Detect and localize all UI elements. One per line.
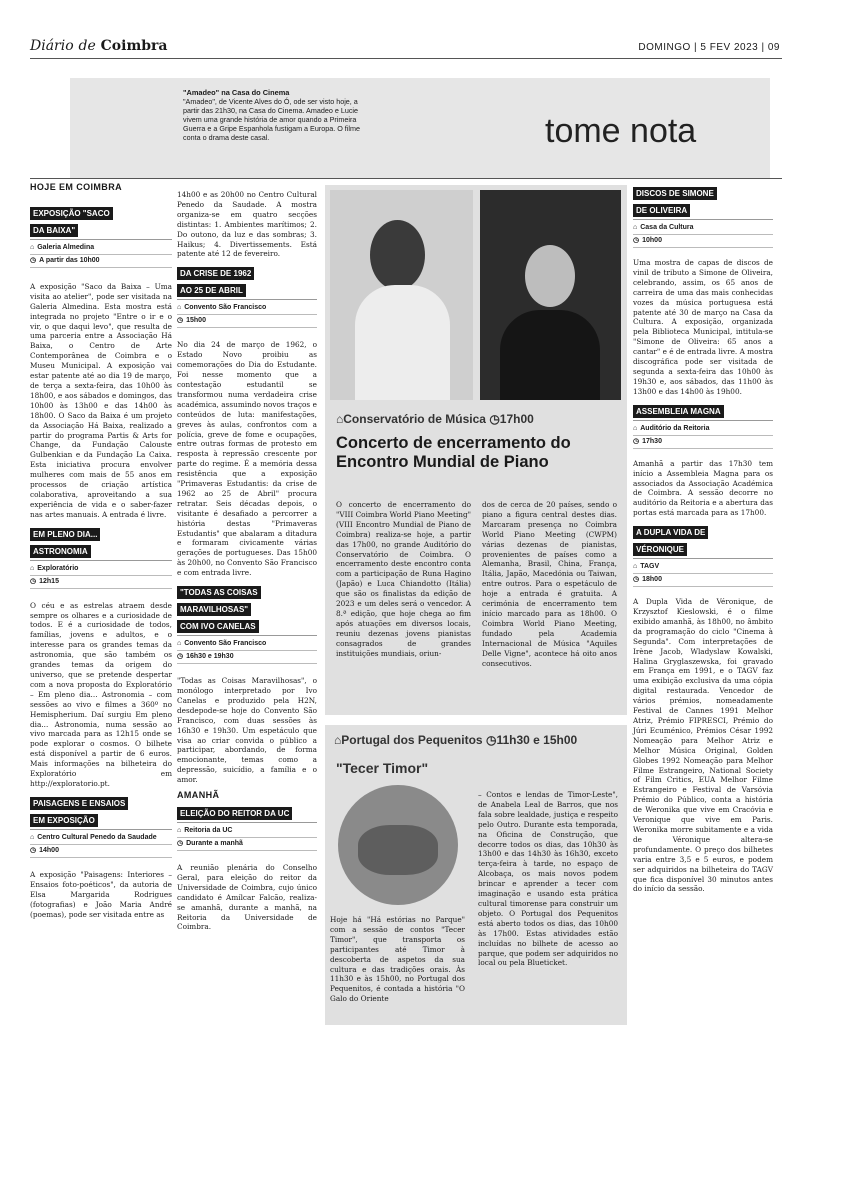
masthead-end: Coimbra	[100, 38, 168, 54]
portugal-time: 11h30 e 15h00	[496, 733, 578, 747]
building-icon: ⌂	[30, 833, 35, 841]
event-place: Convento São Francisco	[184, 640, 267, 648]
event-time: Durante a manhã	[186, 839, 243, 847]
tag: MARAVILHOSAS"	[177, 603, 251, 616]
event-text: A exposição "Saco da Baixa – Uma visita ao atelier", pode ser visitada na Galeria Almedina. Esta mostra está integrada no projeto "Entre o ir e o vir, o que daqui levo", que resulta de uma parceria entre a Associação Há Baixa, o Centro de Arte Contemporânea de Coimbra e o Museu Municipal. A exposição vai estar patente até ao dia 19 de março, de terça a sexta-feira, das 10h00 às 18h00, e aos sábados e domingos, das 10h00 às 13h00 e das 14h00 às 18h00. O Saco da Baixa é um projeto da Associação Há Baixa, realizado a partir do programa Partis & Arts for Change, da Fundação Calouste Gulbenkian e da Fundação La Caixa. Esta iniciativa procura envolver mulheres com mais de 55 anos em processos de criação artística colaborativa, aproveitando a sua experiência de vida e o saber-fazer nas artes manuais. A entrada é livre.	[30, 281, 172, 519]
clock-icon: ◷	[177, 653, 184, 661]
event-meta	[177, 299, 317, 328]
tag: COM IVO CANELAS	[177, 620, 259, 633]
portugal-venue: Portugal dos Pequenitos	[341, 733, 483, 747]
tag: AO 25 DE ABRIL	[177, 284, 246, 297]
tag: EM EXPOSIÇÃO	[30, 814, 98, 827]
building-icon: ⌂	[30, 243, 35, 251]
dateline: DOMINGO | 5 FEV 2023 | 09	[638, 42, 780, 53]
tag: DA CRISE DE 1962	[177, 267, 254, 280]
building-icon: ⌂	[633, 563, 638, 571]
tag: VÉRONIQUE	[633, 543, 687, 556]
kicker-amanha: AMANHÃ	[177, 790, 220, 801]
building-icon: ⌂	[334, 733, 342, 747]
event-meta	[177, 635, 317, 664]
tag: A DUPLA VIDA DE	[633, 526, 708, 539]
event-place: TAGV	[640, 563, 660, 571]
clock-icon: ◷	[633, 576, 640, 584]
masthead	[30, 38, 168, 54]
event-meta	[177, 822, 317, 851]
tag: "TODAS AS COISAS	[177, 586, 261, 599]
column-1	[30, 183, 172, 925]
concert-col-1: O concerto de encerramento do "VIII Coimbra World Piano Meeting" (VIII Encontro Mundial de Piano de Coimbra) realiza-se hoje, a partir das 17h00, no grande Auditório do Conservatório de Coimbra. O encerramento deste encontro conta com a participação de Runa Hagino (Japão) e Luca Chiandotto (Itália) que são os finalistas da edição de 2023 e um deles será o vencedor. A 8.ª edição, que hoje chega ao fim após atuações em diversos locais, reuniu dezenas jovens pianistas consagrados de grandes instituições mundiais, oriun-	[336, 500, 471, 658]
masthead-italic: de	[78, 38, 96, 54]
column-2	[177, 190, 317, 938]
event-place: Auditório da Reitoria	[640, 424, 710, 432]
section-title: tome nota	[545, 112, 697, 150]
clock-icon: ◷	[489, 412, 500, 426]
tag: ASSEMBLEIA MAGNA	[633, 405, 724, 418]
event-time: 10h00	[642, 237, 662, 244]
masthead-part: Diário	[30, 38, 74, 54]
event-meta	[30, 829, 172, 858]
building-icon: ⌂	[30, 564, 35, 572]
clock-icon: ◷	[30, 256, 37, 264]
building-icon: ⌂	[177, 304, 182, 312]
tag: EXPOSIÇÃO "SACO	[30, 207, 113, 220]
event-time: 17h30	[642, 437, 662, 445]
event-meta	[633, 219, 773, 248]
event-text: Amanhã a partir das 17h30 tem início a Assembleia Magna para os associados da Associação Académica de Coimbra. A sessão decorre no auditório da Reitoria e a abertura das portas está marcada para as 17h00.	[633, 458, 773, 518]
event-time: 18h00	[642, 576, 662, 584]
kicker-hoje: HOJE EM COIMBRA	[30, 182, 123, 192]
tag: EM PLENO DIA...	[30, 528, 100, 541]
building-icon: ⌂	[633, 224, 638, 231]
concert-title: Concerto de encerramento do Encontro Mundial de Piano	[336, 434, 571, 471]
column-5	[633, 185, 773, 900]
portugal-title: "Tecer Timor"	[336, 760, 429, 776]
event-meta	[633, 420, 773, 449]
event-time: 12h15	[39, 577, 59, 585]
clock-icon: ◷	[30, 577, 37, 585]
clock-icon: ◷	[177, 317, 184, 325]
event-time: A partir das 10h00	[39, 256, 100, 264]
event-place: Centro Cultural Penedo da Saudade	[37, 833, 157, 841]
portugal-kicker	[334, 733, 577, 747]
tag: PAISAGENS E ENSAIOS	[30, 797, 128, 810]
building-icon: ⌂	[177, 826, 182, 834]
tag: DE OLIVEIRA	[633, 204, 690, 217]
event-place: Reitoria da UC	[184, 826, 233, 834]
clock-icon: ◷	[633, 237, 640, 244]
concert-col-2: dos de cerca de 20 países, sendo o piano a figura central destes dias. Marcaram presença no Coimbra World Piano Meeting (CWPM) várias dezenas de pianistas, provenientes de países como a Alemanha, Brasil, China, França, Itália, Japão, Macedónia ou Taiwan, entre outros. Para o espetáculo de hoje a entrada é gratuita. A cerimónia de encerramento tem início marcado para as 18h00. O Coimbra World Piano Meeting, fundado pela Academia Internacional de Música "Aquiles Delle Vigne", acontece há oito anos consecutivos.	[482, 500, 617, 668]
tag: ELEIÇÃO DO REITOR DA UC	[177, 807, 292, 820]
event-text: No dia 24 de março de 1962, o Estado Novo proibiu as comemorações do Dia do Estudante. Foi nesse momento que a contestação estudantil se transformou numa verdadeira crise académica, assumindo novos traços e conteúdos de luta: manifestações, greves às aulas, confrontos com a polícia, greve de fome e ocupações, entre outras formas de protesto em resposta à repressão crescente por parte do regime. É a memória dessa resistência que a exposição "Primaveras Estudantis: da crise de 1962 ao 25 de Abril" procura retratar. Seis décadas depois, o visitante é desafiado a percorrer a história destas "Primaveras Estudantis" que abalaram a ditadura e formaram civicamente várias gerações de portugueses. Das 15h00 às 20h00, no Convento São Francisco e com entrada livre.	[177, 340, 317, 578]
event-place: Casa da Cultura	[640, 224, 694, 231]
event-time: 15h00	[186, 317, 206, 325]
pianist-photo-right	[480, 190, 621, 400]
tag: DISCOS DE SIMONE	[633, 187, 717, 200]
ad-title: "Amadeo" na Casa do Cinema	[183, 88, 290, 97]
event-text: O céu e as estrelas atraem desde sempre os olhares e a curiosidade de todos. E é a curiosidade de todos, famílias, jovens e adultos, e o interesse para os grandes temas da astronomia, que são também os grandes temas da origem do universo, que se pretende despertar com a nova proposta do Exploratório – Em pleno dia... Astronomia – com sessões ao vivo e filmes a 360º no Hemispherium. Daí surgiu Em pleno dia... Astronomia, numa sessão ao vivo marcada para as 12h15 onde se pode explorar o cosmos. O bilhete está disponível a partir de 6 euros. Mais informações na bilheteira do Exploratório em http://exploratorio.pt.	[30, 600, 172, 788]
building-icon: ⌂	[177, 640, 182, 648]
clock-icon: ◷	[30, 846, 37, 854]
pianist-photo-left	[330, 190, 473, 400]
event-place: Galeria Almedina	[37, 243, 95, 251]
concert-venue: Conservatório de Música	[343, 412, 486, 426]
event-place: Exploratório	[37, 564, 79, 572]
building-icon: ⌂	[336, 412, 344, 426]
event-text: "Todas as Coisas Maravilhosas", o monólogo interpretado por Ivo Canelas e produzido pela H2N, desdepode-se hoje do Convento São Francisco, com duas sessões às 16h30 e 19h30. Um espetáculo que visa ao criar convida o público a participar, abordando, de forma emocionante, temas como a depressão, suicídio, a família e o amor.	[177, 676, 317, 785]
event-text: A Dupla Vida de Véronique, de Krzysztof Kieslowski, é o filme exibido amanhã, às 18h00, no âmbito da programação do ciclo "Cinema à Segunda". Com interpretações de Irène Jacob, Wladyslaw Kowalski, Halina Gryglaszewska, foi gravado em França em 1991, e o TAGV faz uma exibição exclusiva da uma cópia digital restaurada. Vencedor de vários prémios, nomeadamente Festival de Cannes 1991 Melhor Atriz, Prémio FIPRESCI, Prémio do Júri Ecuménico, Prémios César 1992 Nomeação para Melhor Atriz e Melhor Música Original, Golden Globes 1992 Nomeação para Melhor Filme Estrangeiro, National Society of Film Critics, EUA Melhor Filme Estrangeiro e Festival de Varsóvia Prémio do Público, conta a história de Weronika que vive em Cracóvia e Veronique que vive em Paris. Weronika morre subitamente e a vida de Véronique altera-se profundamente. O preço dos bilhetes varia entre 3,5 e 5 euros, e podem ser adquiridos na bilheteira do TAGV que fica disponível 30 minutos antes do início da sessão.	[633, 597, 773, 894]
event-text: A exposição "Paisagens: Interiores – Ensaios foto-poéticos", da autoria de Elsa Margarida Rodrigues (fotografias) e João Maria André (poemas), pode ser visitada entre as	[30, 869, 172, 919]
concert-kicker	[336, 412, 534, 426]
portugal-col-2: – Contos e lendas de Timor-Leste", de Anabela Leal de Barros, que nos fala sobre lealdade, justiça e respeito pelo Outro. Durante esta temporada, na Oficina de Construção, que decorre todos os dias, das 10h30 às 13h00 e das 14h30 às 16h30, exceto terça-feira à tarde, no espaço de Alcobaça, os mais novos podem brincar e aprender a tecer com imaginação e usando esta prática cultural timorense para construir um objeto. O Portugal dos Pequenitos está aberto todos os dias, das 10h00 às 17h00. Estas atividades estão incluídas no bilhete de acesso ao parque, que podem ser adquiridos no local ou pela Blueticket.	[478, 790, 618, 968]
clock-icon: ◷	[485, 733, 497, 747]
tag: DA BAIXA"	[30, 224, 78, 237]
basket-photo	[338, 785, 458, 905]
event-time: 14h00	[39, 846, 59, 854]
building-icon: ⌂	[633, 424, 638, 432]
clock-icon: ◷	[177, 839, 184, 847]
event-text: A reunião plenária do Conselho Geral, para eleição do reitor da Universidade de Coimbra, cujo único candidato é Amílcar Falcão, realiza-se amanhã, durante a manhã, na Reitoria da Universidade de Coimbra.	[177, 862, 317, 932]
ad-body: "Amadeo", de Vicente Alves do Ó, ode ser visto hoje, a partir das 21h30, na Casa do Cinema. Amadeo e Lucie vivem uma grande história de amor quando a Primeira Guerra e a Gripe Espanhola fustigam a Europa. O filme conta o drama deste casal.	[183, 97, 360, 142]
tag: ASTRONOMIA	[30, 545, 91, 558]
portugal-col-1: Hoje há "Há estórias no Parque" com a sessão de contos "Tecer Timor", que transporta os participantes até Timor à descoberta de aspetos da sua cultura e das tradições orais. Às 11h30 e às 15h00, no Portugal dos Pequenitos, é contada a história "O Galo do Oriente	[330, 915, 465, 1004]
event-text-cont: 14h00 e as 20h00 no Centro Cultural Penedo da Saudade. A mostra organiza-se em quatro secções distintas: 1. Ambientes marítimos; 2. Do outono, da luz e das sombras; 3. Haikus; 4. Divertissements. Está patente até 12 de fevereiro.	[177, 190, 317, 259]
event-meta	[633, 558, 773, 587]
event-place: Convento São Francisco	[184, 304, 267, 312]
event-meta	[30, 239, 172, 268]
event-time: 16h30 e 19h30	[186, 653, 234, 661]
clock-icon: ◷	[633, 437, 640, 445]
event-meta	[30, 560, 172, 589]
ad-text	[183, 88, 373, 142]
event-text: Uma mostra de capas de discos de vinil de tributo a Simone de Oliveira, celebrando, assim, os 65 anos de carreira de uma das mais conhecidas vozes da música portuguesa está patente até 30 de março na Casa da Cultura. A exposição, organizada pela Biblioteca Municipal, intitula-se "Simone de Oliveira: 65 anos a cantar" e é de entrada livre. A mostra discográfica pode ser visitada de segunda a sexta-feira das 10h00 às 19h30 e, aos sábados, das 11h00 às 13h00 e das 14h00 às 19h00.	[633, 258, 773, 396]
concert-time: 17h00	[499, 412, 534, 426]
